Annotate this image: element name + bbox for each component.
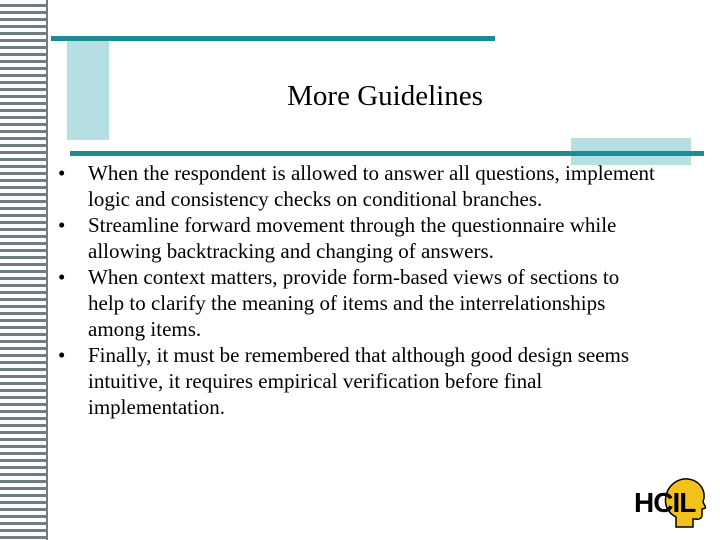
bullet-marker: • [58,161,66,185]
slide-title: More Guidelines [287,80,483,112]
bullet-marker: • [58,213,66,237]
bullet-marker: • [58,343,66,367]
bullet-text: When the respondent is allowed to answer all questions, implement logic and consistency checks on conditional branches. [88,161,655,211]
bullet-text: Finally, it must be remembered that although good design seems intuitive, it requires empirical verification before final implementation. [88,343,630,419]
bullet-item [58,342,658,420]
title-rule-bottom [70,151,704,156]
teal-block-decoration-left [67,37,109,140]
bullet-item [58,212,658,264]
bullet-text: Streamline forward movement through the questionnaire while allowing backtracking and changing of answers. [88,213,617,263]
bullet-list [58,160,658,420]
bullet-item [58,160,658,212]
bullet-item [58,264,658,342]
hcil-logo [632,477,708,531]
left-stripe-decoration [0,0,48,540]
bullet-text: When context matters, provide form-based views of sections to help to clarify the meaning of items and the interrelationships among items. [88,265,620,341]
title-rule-top [51,36,495,41]
bullet-marker: • [58,265,66,289]
logo-text: HCIL [634,487,696,518]
